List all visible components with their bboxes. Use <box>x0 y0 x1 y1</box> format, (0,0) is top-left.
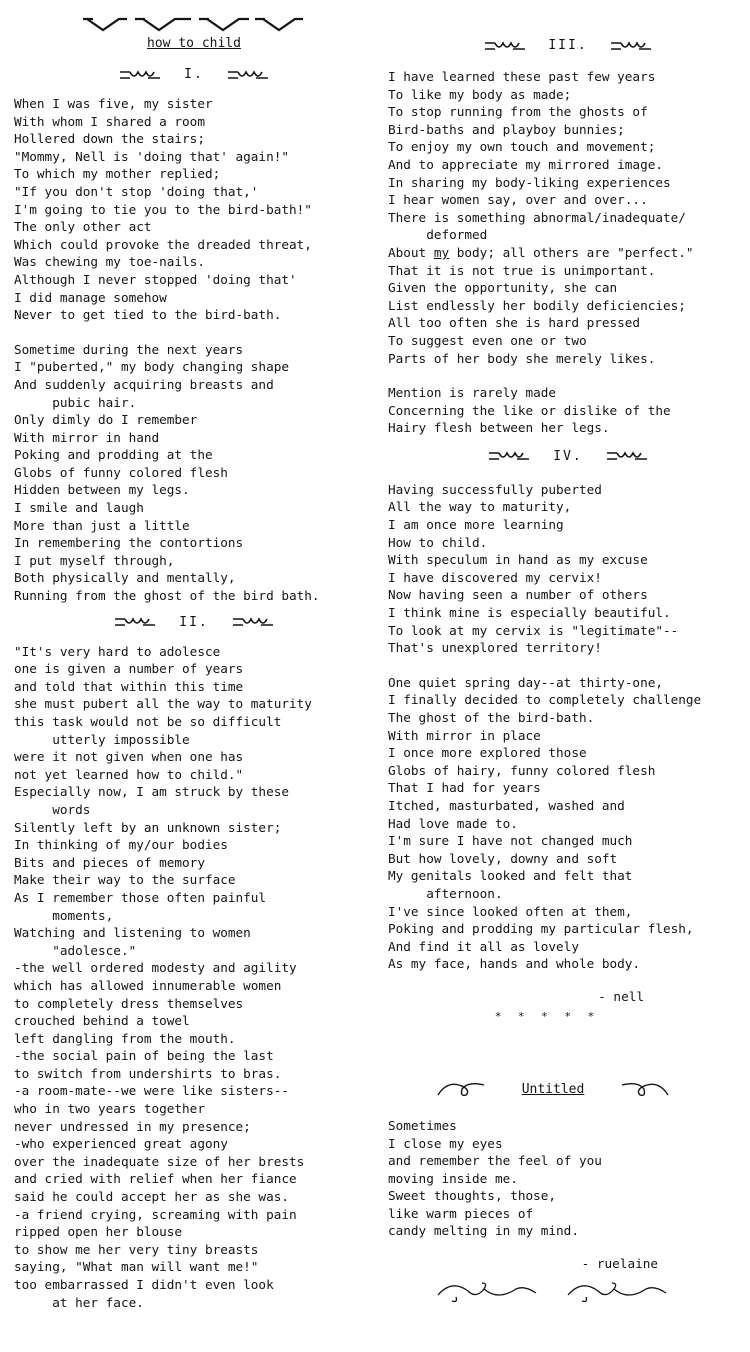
knot-ornament <box>609 40 653 52</box>
separator-stars: * * * * * <box>494 1009 600 1023</box>
stanza-text: Mention is rarely made Concerning the like or dislike of the Hairy flesh between her legs. <box>388 385 671 436</box>
flourish-ornament <box>432 1275 692 1305</box>
line-fragment: About <box>388 244 434 260</box>
line-fragment: body; all others are "perfect." <box>449 244 694 260</box>
section-heading-2 <box>14 611 374 635</box>
zigzag-ornament <box>79 16 309 32</box>
stanza-text: One quiet spring day--at thirty-one, I finally decided to completely challenge The ghost of the bird-bath. With mirror in place I once more explored those Globs of hairy, funny colored flesh That I had for years Itched, masturbated, washed and Had love made to. I'm sure I have not changed much But how lovely, downy and soft My genitals looked and felt that afternoon. I've since looked often at them, Poking and prodding my particular flesh, And find it all as lovely As my face, hands and whole body. <box>388 674 702 972</box>
poem-title: how to child <box>147 36 241 51</box>
knot-ornament <box>231 616 275 628</box>
section-numeral: IV. <box>553 448 583 464</box>
scroll-ornament <box>618 1077 672 1099</box>
underlined-word: my <box>433 244 450 260</box>
left-column <box>14 0 374 1311</box>
knot-ornament <box>483 40 527 52</box>
author-signature: - ruelaine <box>581 1256 658 1272</box>
section-heading-1 <box>14 63 374 87</box>
section-heading-4 <box>388 445 748 469</box>
section-numeral: III. <box>548 38 588 53</box>
knot-ornament <box>226 69 270 81</box>
stanza-text: That it is not true is unimportant. Given the opportunity, she can List endlessly her bodily deficiencies; All too often she is hard pressed To suggest even one or two Parts of her body she merely likes. <box>388 262 686 366</box>
section-numeral: II. <box>179 614 209 630</box>
stanza-text: Having successfully puberted All the way to maturity, I am once more learning How to child. With speculum in hand as my excuse I have discovered my cervix! Now having seen a number of others I think mine is especially beautiful. To look at my cervix is "legitimate"-- That's unexplored territory! <box>388 481 679 656</box>
knot-ornament <box>118 69 162 81</box>
stanza-text: Sometimes I close my eyes and remember the feel of you moving inside me. Sweet thoughts, those, like warm pieces of candy melting in my mind. <box>388 1117 602 1239</box>
stanza-text: I have learned these past few years To like my body as made; To stop running from the ghosts of Bird-baths and playboy bunnies; To enjoy my own touch and movement; And to appreciate my mirrored image. In sharing my body-liking experiences I hear women say, over and over... There is something abnormal/inadequate/ deformed <box>388 69 686 243</box>
section-numeral: I. <box>184 67 204 82</box>
author-signature: - nell <box>598 988 644 1004</box>
right-column <box>388 0 748 1305</box>
stanza-line <box>388 244 748 262</box>
poem-title-block <box>14 0 374 51</box>
knot-ornament <box>487 450 531 462</box>
stanza-text: Sometime during the next years I "puberted," my body changing shape And suddenly acquiring breasts and pubic hair. Only dimly do I remember With mirror in hand Poking and prodding at the Globs of funny colored flesh Hidden between my legs. I smile and laugh More than just a little In remembering the contortions I put myself through, Both physically and mentally, Running from the ghost of the bird bath. <box>14 341 320 604</box>
scroll-ornament <box>434 1077 488 1099</box>
section-heading-3 <box>388 34 748 58</box>
knot-ornament <box>605 450 649 462</box>
poem-title: Untitled <box>521 1081 585 1097</box>
stanza-text: When I was five, my sister With whom I shared a room Hollered down the stairs; "Mommy, Nell is 'doing that' again!" To which my mother replied; "If you don't stop 'doing that,' I'm going to tie you to the bird-bath!" The only other act Which could provoke the dreaded threat, Was chewing my toe-nails. Although I never stopped 'doing that' I did manage somehow Never to get tied to the bird-bath. <box>14 96 312 323</box>
untitled-heading <box>388 1073 748 1103</box>
knot-ornament <box>113 616 157 628</box>
stanza-text: "It's very hard to adolesce one is given a number of years and told that within this time she must pubert all the way to maturity this task would not be so difficult utterly impossible were it not given when one has not yet learned how to child." Especially now, I am struck by these words Silently left by an unknown sister; In thinking of my/our bodies Bits and pieces of memory Make their way to the surface As I remember those often painful moments, Watching and listening to women "adolesce." -the well ordered modesty and agility which has allowed innumerable women to completely dress themselves crouched behind a towel left dangling from the mouth. -the social pain of being the last to switch from undershirts to bras. -a room-mate--we were like sisters-- who in two years together never undressed in my presence; -who experienced great agony over the inadequate size of her brests and cried with relief when her fiance said he could accept her as she was. -a friend crying, screaming with pain ripped open her blouse to show me her very tiny breasts saying, "What man will want me!" too embarrassed I didn't even look at her face. <box>14 643 312 1310</box>
